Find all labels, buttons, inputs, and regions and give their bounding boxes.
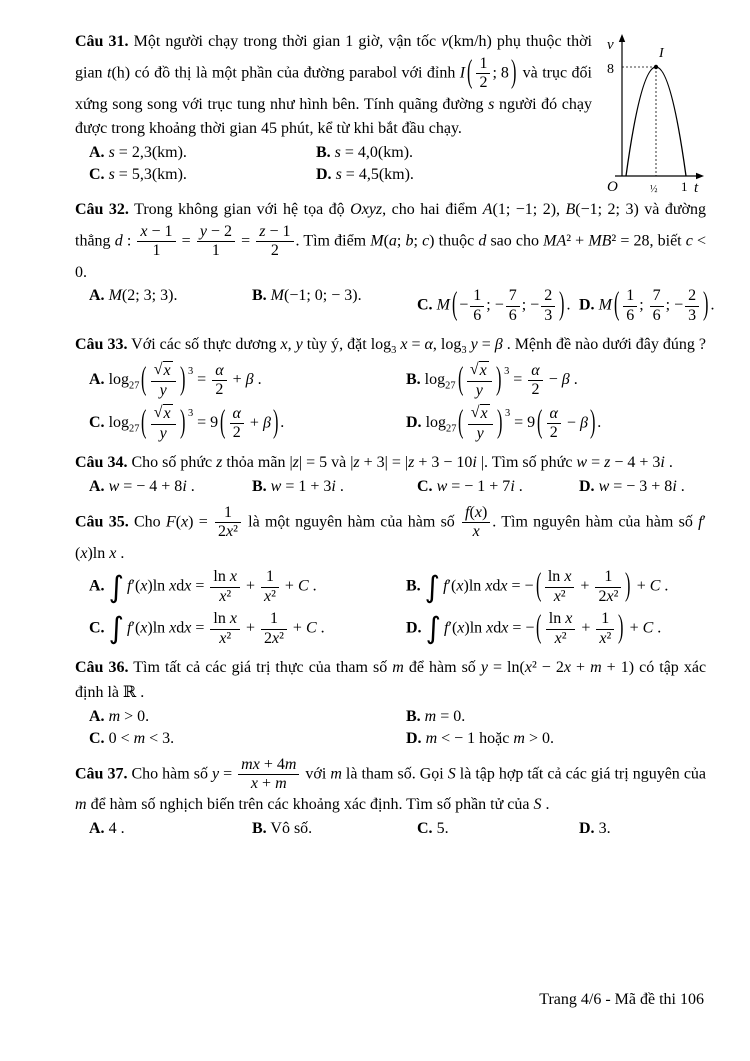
question-36 bbox=[75, 656, 706, 748]
option-34-B: B. w = 1 + 3i . bbox=[252, 477, 344, 495]
option-32-D: D. M ( $\frac{1}{6}$ ; $\frac{7}{6}$ ; − $\frac{2}{3}$ ) . bbox=[579, 287, 715, 324]
option-letter: A. bbox=[89, 477, 105, 495]
option-36-C: C. 0 < m < 3. bbox=[89, 729, 175, 747]
integral-sign: ∫ bbox=[424, 569, 441, 604]
option-letter: B. bbox=[406, 707, 421, 725]
figure-tick-half: ½ bbox=[650, 184, 658, 195]
option-34-A: A. w = − 4 + 8i . bbox=[89, 477, 195, 495]
question-number: Câu 31. bbox=[75, 33, 129, 50]
option-36-D: D. m < − 1 hoặc m > 0. bbox=[406, 729, 554, 747]
option-35-B: B. ∫ f′(x)ln xdx = − ( $\frac{\text{ln x}}{\text{x²}}$ + $\frac{1}{\text{2x²}}$ ) + C . bbox=[406, 568, 669, 605]
option-37-C: C. 5. bbox=[417, 820, 449, 838]
option-letter: D. bbox=[406, 414, 422, 432]
option-letter: D. bbox=[406, 619, 422, 637]
option-letter: A. bbox=[89, 820, 105, 838]
integral-sign: ∫ bbox=[425, 611, 441, 646]
options bbox=[75, 287, 715, 325]
question-number: Câu 35. bbox=[75, 513, 129, 531]
option-letter: C. bbox=[89, 414, 105, 432]
option-37-A: A. 4 . bbox=[89, 820, 125, 838]
options bbox=[75, 708, 706, 748]
option-35-D: D. ∫ f′(x)ln xdx = − ( $\frac{\text{ln x}}{\text{x²}}$ + $\frac{1}{\text{x²}}$ ) + C . bbox=[406, 610, 662, 647]
question-number: Câu 36. bbox=[75, 658, 129, 676]
option-31-B: B. s = 4,0(km). bbox=[316, 144, 414, 162]
option-32-B: B. M(−1; 0; − 3). bbox=[252, 287, 362, 305]
option-letter: A. bbox=[89, 707, 105, 725]
question-body: Câu 37. Cho hàm số y = $\frac{mx + 4m}{x + m}$ với m là tham số. Gọi S là tập hợp tất cả các giá trị nguyên của m để hàm số nghịch biến trên các khoảng xác định. Tìm số phần tử của S . bbox=[75, 755, 707, 814]
options bbox=[75, 820, 706, 838]
option-36-A: A. m > 0. bbox=[89, 707, 150, 725]
figure-vertex-label: I bbox=[659, 46, 664, 61]
option-36-B: B. m = 0. bbox=[406, 707, 466, 725]
option-letter: B. bbox=[252, 820, 267, 838]
option-34-D: D. w = − 3 + 8i . bbox=[579, 477, 685, 495]
option-31-A: A. s = 2,3(km). bbox=[89, 144, 187, 162]
velocity-time-graph bbox=[602, 32, 706, 196]
option-letter: A. bbox=[89, 371, 105, 389]
option-35-C: C. ∫ f′(x)ln xdx = $\frac{\text{ln x}}{\text{x²}}$ + $\frac{1}{\text{2x²}}$ + C . bbox=[89, 610, 325, 647]
option-letter: D. bbox=[406, 729, 422, 747]
question-body: Câu 35. Cho F(x) = $\frac{1}{\text{2x²}}$ là một nguyên hàm của hàm số $\frac{f(x)}{x}$ . Tìm nguyên hàm của hàm số f′(x)ln x . bbox=[75, 503, 707, 562]
option-letter: D. bbox=[579, 296, 595, 314]
integral-sign: ∫ bbox=[108, 611, 124, 646]
question-body: Câu 33. Với các số thực dương x, y tùy ý, đặt $\log_3 x = \alpha$, $\log_3 y = \beta$ . Mệnh đề nào dưới đây đúng ? bbox=[75, 336, 706, 357]
option-letter: D. bbox=[579, 477, 595, 495]
question-body: Câu 36. Tìm tất cả các giá trị thực của tham số m để hàm số y = ln(x² − 2x + m + 1) có tập xác định là ℝ . bbox=[75, 658, 707, 701]
question-37 bbox=[75, 756, 706, 839]
question-34 bbox=[75, 451, 706, 496]
option-letter: C. bbox=[89, 166, 105, 184]
option-letter: A. bbox=[89, 144, 105, 162]
question-number: Câu 37. bbox=[75, 765, 128, 783]
figure-tick-one: 1 bbox=[681, 179, 688, 194]
option-37-B: B. Vô số. bbox=[252, 820, 313, 838]
option-32-C: C. M ( − $\frac{1}{6}$ ; − $\frac{7}{6}$ ; − $\frac{2}{3}$ ) . bbox=[417, 287, 571, 324]
option-letter: A. bbox=[89, 287, 105, 305]
option-35-A: A. ∫ f′(x)ln xdx = $\frac{\text{ln x}}{\text{x²}}$ + $\frac{1}{\text{x²}}$ + C . bbox=[89, 568, 317, 605]
integral-sign: ∫ bbox=[108, 569, 124, 604]
option-letter: B. bbox=[406, 577, 421, 595]
figure-xlabel: t bbox=[694, 180, 699, 196]
option-32-A: A. M(2; 3; 3). bbox=[89, 287, 178, 305]
option-letter: C. bbox=[89, 729, 105, 747]
question-35 bbox=[75, 504, 706, 648]
figure-origin-label: O bbox=[607, 179, 618, 195]
question-number: Câu 32. bbox=[75, 201, 129, 218]
option-letter: C. bbox=[417, 820, 433, 838]
figure-peak-value: 8 bbox=[607, 62, 614, 77]
page-footer: Trang 4/6 - Mã đề thi 106 bbox=[539, 991, 704, 1008]
options bbox=[75, 478, 706, 496]
option-33-B: B. $\log_{27}$ ( √ x y ) $^3$ = $\frac{\alpha}{2}$ − β . bbox=[406, 361, 578, 399]
option-letter: B. bbox=[252, 477, 267, 495]
option-33-A: A. $\log_{27}$ ( √ x y ) $^3$ = $\frac{\alpha}{2}$ + β . bbox=[89, 361, 262, 399]
option-33-D: D. $\log_{27}$ ( √ x y ) $^3$ = 9 ( $\frac{\alpha}{2}$ − β ) . bbox=[406, 404, 602, 442]
question-31 bbox=[75, 30, 706, 196]
question-number: Câu 33. bbox=[75, 336, 128, 354]
option-letter: B. bbox=[316, 144, 331, 162]
option-33-C: C. $\log_{27}$ ( √ x y ) $^3$ = 9 ( $\frac{\alpha}{2}$ + β ) . bbox=[89, 404, 285, 442]
figure-ylabel: v bbox=[607, 37, 614, 53]
question-body: Câu 32. Trong không gian với hệ tọa độ Oxyz, cho hai điểm A(1; −1; 2), B(−1; 2; 3) và đường thẳng d : $\frac{x - 1}{1}$ = $\frac{y - 2}{1}$ = $\frac{z - 1}{2}$ . Tìm điểm M(a; b; c) thuộc d sao cho MA² + MB² = 28, biết c < 0. bbox=[75, 201, 707, 281]
option-letter: B. bbox=[252, 287, 267, 305]
option-31-D: D. s = 4,5(km). bbox=[316, 166, 414, 184]
question-body: Câu 31. Một người chạy trong thời gian 1 giờ, vận tốc v(km/h) phụ thuộc thời gian t(h) có đồ thị là một phần của đường parabol với đỉnh I ( $\frac{1}{2}$ ; 8 ) và trục đối xứng song song với trục tung như hình bên. Tính quãng đường s người đó chạy được trong khoảng thời gian 45 phút, kể từ khi bắt đầu chạy. bbox=[75, 33, 593, 138]
question-33 bbox=[75, 333, 706, 443]
options bbox=[75, 568, 706, 648]
options bbox=[75, 144, 545, 184]
option-letter: C. bbox=[417, 477, 433, 495]
option-letter: C. bbox=[89, 619, 105, 637]
option-31-C: C. s = 5,3(km). bbox=[89, 166, 187, 184]
option-letter: B. bbox=[406, 371, 421, 389]
question-number: Câu 34. bbox=[75, 454, 128, 472]
option-34-C: C. w = − 1 + 7i . bbox=[417, 477, 523, 495]
option-letter: A. bbox=[89, 577, 105, 595]
options bbox=[75, 361, 706, 443]
question-32 bbox=[75, 198, 715, 325]
option-letter: D. bbox=[579, 820, 595, 838]
option-letter: C. bbox=[417, 296, 433, 314]
question-list bbox=[75, 30, 715, 838]
option-37-D: D. 3. bbox=[579, 820, 611, 838]
option-letter: D. bbox=[316, 166, 332, 184]
question-body: Câu 34. Cho số phức z thỏa mãn |z| = 5 và |z + 3| = |z + 3 − 10i |. Tìm số phức w = z − 4 + 3i . bbox=[75, 454, 673, 472]
